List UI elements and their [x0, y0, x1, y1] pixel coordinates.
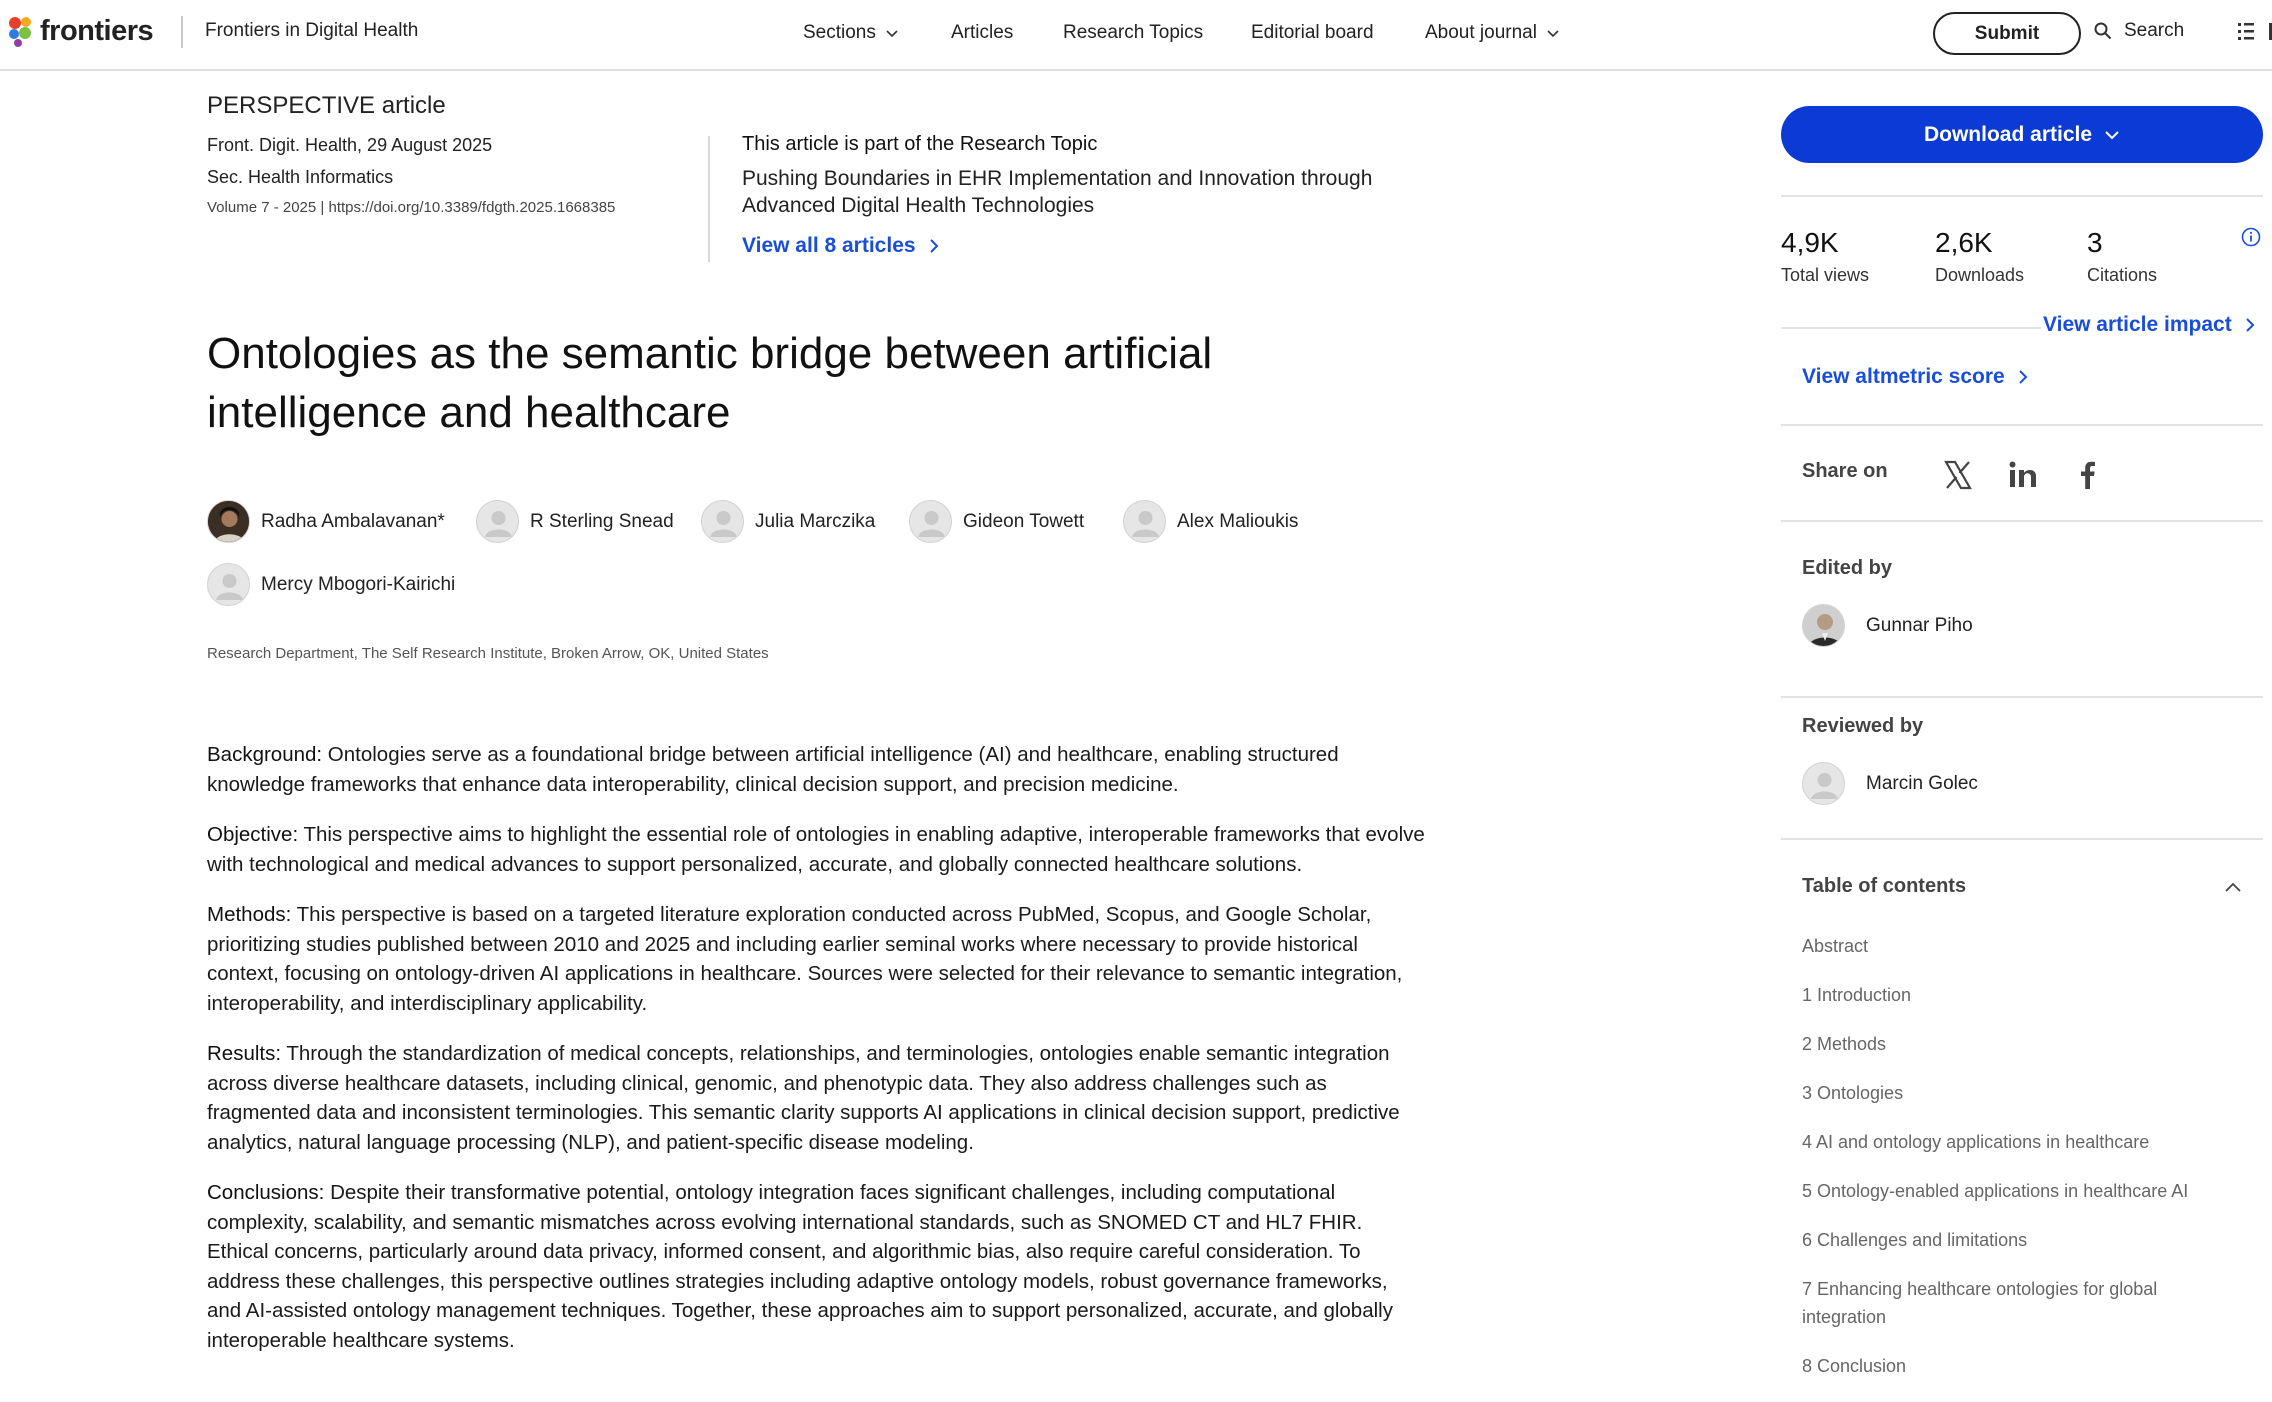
reviewer-name: Marcin Golec [1866, 772, 1978, 794]
author[interactable] [207, 563, 455, 606]
menu-icon[interactable] [2238, 22, 2272, 42]
toc-item-abstract[interactable]: Abstract [1802, 936, 1869, 956]
abstract-objective [207, 820, 1427, 879]
author[interactable] [909, 500, 1084, 543]
nav-sections-label: Sections [803, 22, 876, 43]
search-label: Search [2124, 20, 2185, 41]
chevron-down-icon [1547, 27, 1559, 39]
editor[interactable] [1802, 604, 1973, 647]
research-topic-label: This article is part of the Research Topic [742, 133, 1098, 155]
author[interactable] [207, 500, 445, 543]
toc-item-enhancing-ontologies[interactable]: 7 Enhancing healthcare ontologies for global integration [1802, 1279, 2158, 1327]
chevron-up-icon [2224, 881, 2242, 893]
meta-divider [708, 136, 710, 262]
stat-value: 2,6K [1935, 227, 1993, 258]
nav-divider [181, 16, 183, 48]
author-photo [207, 500, 250, 543]
download-article-button[interactable] [1781, 106, 2263, 163]
abstract-label: Conclusions: [207, 1181, 325, 1204]
sidebar-divider [1781, 195, 2263, 197]
abstract-label: Results: [207, 1042, 282, 1065]
toc-item-conclusion[interactable]: 8 Conclusion [1802, 1356, 1907, 1376]
nav-sections[interactable] [803, 22, 898, 44]
stat-total-views [1781, 227, 1869, 286]
linkedin-icon[interactable] [2007, 459, 2039, 491]
nav-research-topics[interactable]: Research Topics [1063, 22, 1204, 43]
chevron-down-icon [886, 27, 898, 39]
stat-label: Downloads [1935, 265, 2025, 285]
reviewer[interactable] [1802, 762, 1978, 805]
author-avatar-placeholder [909, 500, 952, 543]
research-topic-title[interactable]: Pushing Boundaries in EHR Implementation and Innovation through Advanced Digital Health Technologies [742, 167, 1373, 217]
view-article-impact-link[interactable] [2043, 313, 2256, 337]
abstract-text: This perspective is based on a targeted literature exploration conducted across PubMed, Scopus, and Google Scholar, prioritizing studies published between 2010 and 2025 and including earlier seminal works where necessary to provide historical context, focusing on ontology-driven AI applications in healthcare. Sources were selected for their relevance to semantic integration, interoperability, and interdisciplinary applicability. [207, 903, 1403, 1015]
editor-name: Gunnar Piho [1866, 614, 1973, 636]
stat-label: Total views [1781, 265, 1870, 285]
sidebar-divider [1781, 696, 2263, 698]
toc-item-ontologies[interactable]: 3 Ontologies [1802, 1083, 1904, 1103]
author-name: Julia Marczika [755, 510, 876, 532]
author-name: Radha Ambalavanan* [261, 510, 445, 532]
abstract-methods [207, 900, 1427, 1018]
submit-button[interactable]: Submit [1933, 12, 2081, 55]
toc-title: Table of contents [1802, 875, 1967, 897]
abstract-label: Background: [207, 743, 323, 766]
stat-value: 3 [2087, 227, 2103, 258]
chevron-right-icon [2244, 317, 2256, 333]
author-avatar-placeholder [476, 500, 519, 543]
abstract-text: Ontologies serve as a foundational bridge between artificial intelligence (AI) and healthcare, enabling structured knowledge frameworks that enhance data interoperability, clinical decision support, and precision medicine. [207, 743, 1339, 796]
abstract-text: Through the standardization of medical concepts, relationships, and terminologies, ontologies enable semantic integration across diverse healthcare datasets, including clinical, genomic, and phenotypic data. They also address challenges such as fragmented data and inconsistent terminologies. This semantic clarity supports AI applications in clinical decision support, predictive analytics, natural language processing (NLP), and patient-specific disease modeling. [207, 1042, 1400, 1154]
abstract-label: Objective: [207, 823, 299, 846]
user-placeholder-icon [208, 564, 250, 606]
share-label: Share on [1802, 460, 1888, 482]
nav-articles[interactable]: Articles [951, 22, 1014, 43]
view-altmetric-score-link[interactable] [1802, 365, 2029, 389]
abstract-text: Despite their transformative potential, ontology integration faces significant challenges, including computational complexity, scalability, and semantic mismatches across evolving international standards, such as SNOMED CT and HL7 FHIR. Ethical concerns, particularly around data privacy, informed consent, and algorithmic bias, also require careful consideration. To address these challenges, this perspective outlines strategies including adaptive ontology models, robust governance frameworks, and AI-assisted ontology management techniques. Together, these approaches aim to support personalized, accurate, and globally interoperable healthcare systems. [207, 1181, 1393, 1352]
view-all-articles-link[interactable] [742, 234, 940, 258]
edited-by-heading: Edited by [1802, 557, 1893, 579]
toc-header[interactable] [1802, 875, 2242, 898]
toc-item-methods[interactable]: 2 Methods [1802, 1034, 1887, 1054]
toc-item-challenges[interactable]: 6 Challenges and limitations [1802, 1230, 2028, 1250]
user-placeholder-icon [702, 501, 744, 543]
abstract-conclusions [207, 1178, 1427, 1355]
view-all-articles-label: View all 8 articles [742, 234, 916, 257]
article-type: PERSPECTIVE article [207, 92, 446, 119]
facebook-icon[interactable] [2072, 459, 2104, 491]
stat-value: 4,9K [1781, 227, 1839, 258]
author-avatar-placeholder [1123, 500, 1166, 543]
abstract [207, 740, 1427, 1376]
article-title: Ontologies as the semantic bridge between artificial intelligence and healthcare [207, 329, 1213, 437]
author[interactable] [1123, 500, 1298, 543]
editor-photo [1802, 604, 1845, 647]
abstract-background [207, 740, 1427, 799]
download-label: Download article [1923, 122, 2093, 146]
author-name: Alex Malioukis [1177, 510, 1299, 532]
user-placeholder-icon [910, 501, 952, 543]
user-placeholder-icon [1803, 763, 1845, 805]
abstract-results [207, 1039, 1427, 1157]
logo-text: frontiers [40, 14, 154, 47]
user-placeholder-icon [477, 501, 519, 543]
frontiers-logo-icon [6, 14, 36, 48]
top-navigation [0, 0, 2272, 71]
author[interactable] [701, 500, 875, 543]
author-avatar-placeholder [701, 500, 744, 543]
abstract-text: This perspective aims to highlight the essential role of ontologies in enabling adaptive, interoperable frameworks that evolve with technological and medical advances to support personalized, accurate, and globally connected healthcare solutions. [207, 823, 1425, 876]
toc-item-ontology-enabled-applications[interactable]: 5 Ontology-enabled applications in healthcare AI [1802, 1181, 2189, 1201]
nav-about-journal[interactable] [1425, 22, 1559, 44]
info-icon[interactable] [2241, 227, 2261, 247]
journal-date: Front. Digit. Health, 29 August 2025 [207, 135, 493, 155]
sidebar-divider [1781, 520, 2263, 522]
sidebar-divider [1781, 327, 2041, 329]
article-section[interactable]: Sec. Health Informatics [207, 167, 394, 187]
nav-about-label: About journal [1425, 22, 1537, 43]
nav-editorial-board[interactable]: Editorial board [1251, 22, 1374, 43]
chevron-right-icon [2017, 369, 2029, 385]
x-twitter-icon[interactable] [1942, 459, 1974, 491]
user-placeholder-icon [1124, 501, 1166, 543]
search-icon [2094, 22, 2112, 40]
stat-label: Citations [2087, 265, 2158, 285]
sidebar-divider [1781, 424, 2263, 426]
author-name: Gideon Towett [963, 510, 1085, 532]
journal-name[interactable]: Frontiers in Digital Health [205, 20, 419, 41]
chevron-down-icon [2104, 127, 2120, 143]
altmetric-label: View altmetric score [1802, 365, 2005, 388]
toc-item-introduction[interactable]: 1 Introduction [1802, 985, 1912, 1005]
volume-doi[interactable]: Volume 7 - 2025 | https://doi.org/10.3389/fdgth.2025.1668385 [207, 199, 616, 216]
stat-citations [2087, 227, 2157, 286]
abstract-label: Methods: [207, 903, 292, 926]
author-avatar-placeholder [207, 563, 250, 606]
author[interactable] [476, 500, 674, 543]
reviewer-avatar-placeholder [1802, 762, 1845, 805]
chevron-right-icon [928, 238, 940, 254]
person-photo-icon [208, 501, 250, 543]
impact-label: View article impact [2043, 313, 2232, 336]
sidebar-divider [1781, 838, 2263, 840]
search-button[interactable] [2094, 20, 2184, 42]
stat-downloads [1935, 227, 2024, 286]
affiliation: Research Department, The Self Research Institute, Broken Arrow, OK, United States [207, 645, 769, 662]
author-name: R Sterling Snead [530, 510, 674, 532]
frontiers-logo[interactable] [6, 14, 153, 48]
author-name: Mercy Mbogori-Kairichi [261, 573, 456, 595]
reviewed-by-heading: Reviewed by [1802, 715, 1924, 737]
person-photo-icon [1803, 605, 1845, 647]
toc-item-ai-ontology-applications[interactable]: 4 AI and ontology applications in healthcare [1802, 1132, 2150, 1152]
